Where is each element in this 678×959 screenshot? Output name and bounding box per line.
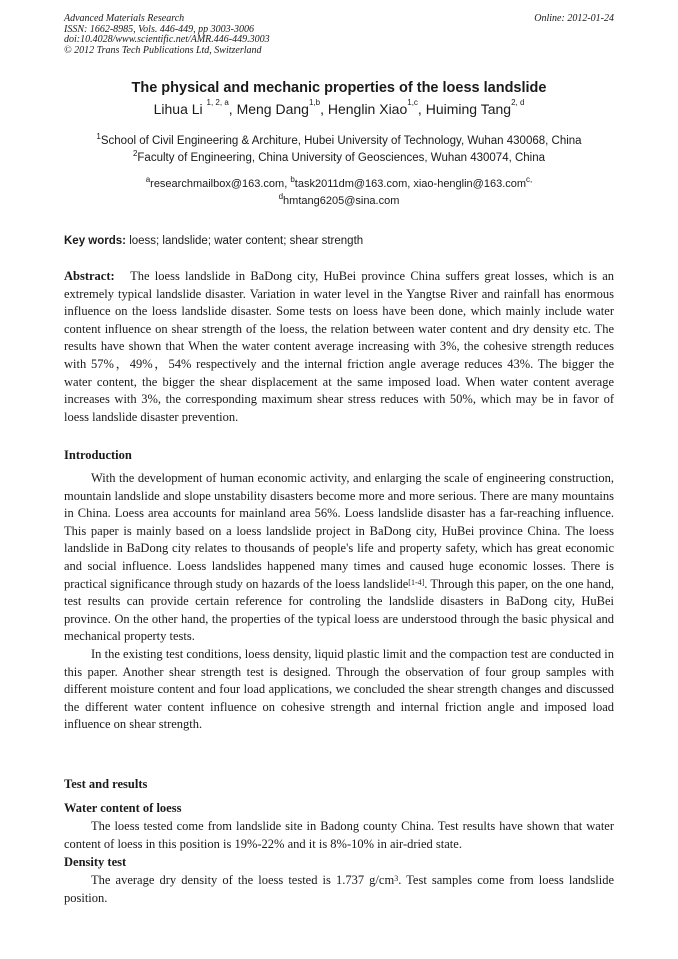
abstract-label: Abstract: bbox=[64, 269, 115, 283]
paragraph bbox=[64, 872, 614, 907]
paragraph-text: . Through this paper, on the one hand, test results can provide certain reference for controling the landslide disasters in BaDong city, HuBei province. On the other hand, the properties of the typical loess are understood through the basic physical and mechanical property tests. bbox=[64, 576, 615, 644]
copyright-line: © 2012 Trans Tech Publications Ltd, Switzerland bbox=[64, 44, 262, 56]
paragraph-text: . Test samples come from loess landslide position. bbox=[64, 873, 614, 905]
author-name: Huiming Tang bbox=[425, 101, 512, 117]
email-sup: d bbox=[278, 192, 284, 201]
affiliation-sup: 1 bbox=[96, 132, 101, 141]
email-line-2 bbox=[0, 192, 678, 207]
density-body bbox=[64, 872, 614, 907]
author-sup: 1, 2, a bbox=[206, 98, 229, 107]
email-sup: c, bbox=[526, 175, 533, 184]
email-sup: b bbox=[290, 175, 295, 184]
water-content-body bbox=[64, 818, 614, 853]
keywords-text: loess; landslide; water content; shear strength bbox=[126, 235, 364, 247]
author-sup: 1,c bbox=[407, 98, 418, 107]
affiliation-sup: 2 bbox=[132, 149, 138, 158]
author-sep: , bbox=[228, 101, 237, 117]
email-text: task2011dm@163.com, xiao-henglin@163.com bbox=[294, 178, 527, 190]
journal-name: Advanced Materials Research bbox=[64, 13, 185, 24]
paragraph-text: With the development of human economic activity, and enlarging the scale of engineering construction, mountain landslide and slope unstability disasters become more and more serious. There are many mountains in China. Loess area accounts for mainland area 56%. Loess landslide disaster has a far-reaching influence. This paper is mainly based on a loess landslide project in BaDong city, HuBei province China. The loess landslide in BaDong city relates to thousands of people's life and property safety, which has great economic and social influence. Loess landslides happened many times and caused huge economic losses. There is practical significance through study on hazards of the loess landslide bbox=[64, 471, 614, 591]
affiliation-text: Faculty of Engineering, China University of Geosciences, Wuhan 430074, China bbox=[137, 152, 546, 164]
abstract-text: The loess landslide in BaDong city, HuBei province China suffers great losses, which is an extremely typical landslide disaster. Variation in water level in the Yangtse River and rainfall has enormous influence on the loess landslide disaster. Some tests on loess have been done, which mainly include water content influence on shear strength of the loess, the relation between water content and dry density etc. The results have shown that When the water content average increasing with 3%, the cohesive strength reduces with 57%，49%，54% respectively and the internal friction angle average reduces 43%. The bigger the water content, the bigger the shear displacement at the same imposed load. When water content average increases with 3%, the corresponding maximum shear stress reduces with 50%, which may be in favor of loess landslide disaster prevention. bbox=[64, 269, 618, 424]
affiliation-1 bbox=[0, 132, 678, 147]
author-name: Meng Dang bbox=[236, 101, 309, 117]
citation: [1-4] bbox=[408, 577, 425, 587]
email-text: hmtang6205@sina.com bbox=[283, 195, 400, 207]
email-line-1 bbox=[0, 175, 678, 190]
author-sup: 1,b bbox=[308, 98, 321, 107]
paper-title: The physical and mechanic properties of the loess landslide bbox=[131, 80, 547, 96]
tests-heading: Test and results bbox=[64, 777, 148, 791]
author-name: Lihua Li bbox=[153, 101, 203, 117]
issn-line: ISSN: 1662-8985, Vols. 446-449, pp 3003-3006 bbox=[64, 23, 254, 35]
author-name: Henglin Xiao bbox=[327, 101, 408, 117]
affiliation-text: School of Civil Engineering & Architure, Hubei University of Technology, Wuhan 430068, China bbox=[100, 135, 582, 147]
paragraph: The loess tested come from landslide site in Badong county China. Test results have shown that water content of loess in this position is 19%-22% and it is 8%-10% in air-dried state. bbox=[64, 819, 614, 851]
unit-sup: 3 bbox=[394, 874, 399, 883]
introduction-heading: Introduction bbox=[64, 448, 132, 462]
abstract bbox=[64, 268, 618, 426]
paragraph bbox=[64, 470, 614, 646]
keywords bbox=[64, 235, 614, 247]
paragraph: In the existing test conditions, loess density, liquid plastic limit and the compaction test are conducted in this paper. Another shear strength test is designed. Through the observation of four group samples with different moisture content and four load applications, we concluded the shear strength changes and discussed the different water content influence on cohesive strength and internal friction angle and imposed load influence on shear strength. bbox=[64, 646, 614, 732]
water-content-heading: Water content of loess bbox=[64, 801, 182, 815]
journal-header bbox=[64, 14, 614, 56]
email-text: researchmailbox@163.com, bbox=[150, 178, 291, 190]
density-heading: Density test bbox=[64, 855, 127, 869]
author-sep: , bbox=[320, 101, 328, 117]
online-date: Online: 2012-01-24 bbox=[534, 13, 614, 24]
author-sup: 2, d bbox=[511, 98, 525, 107]
paragraph-text: The average dry density of the loess tested is 1.737 g/cm bbox=[91, 873, 395, 887]
email-sup: a bbox=[145, 175, 151, 184]
author-sep: , bbox=[417, 101, 426, 117]
doi-line: doi:10.4028/www.scientific.net/AMR.446-449.3003 bbox=[64, 34, 270, 45]
affiliation-2 bbox=[0, 149, 678, 164]
author-list bbox=[0, 98, 678, 117]
introduction-body bbox=[64, 470, 614, 734]
keywords-label: Key words: bbox=[64, 235, 126, 247]
